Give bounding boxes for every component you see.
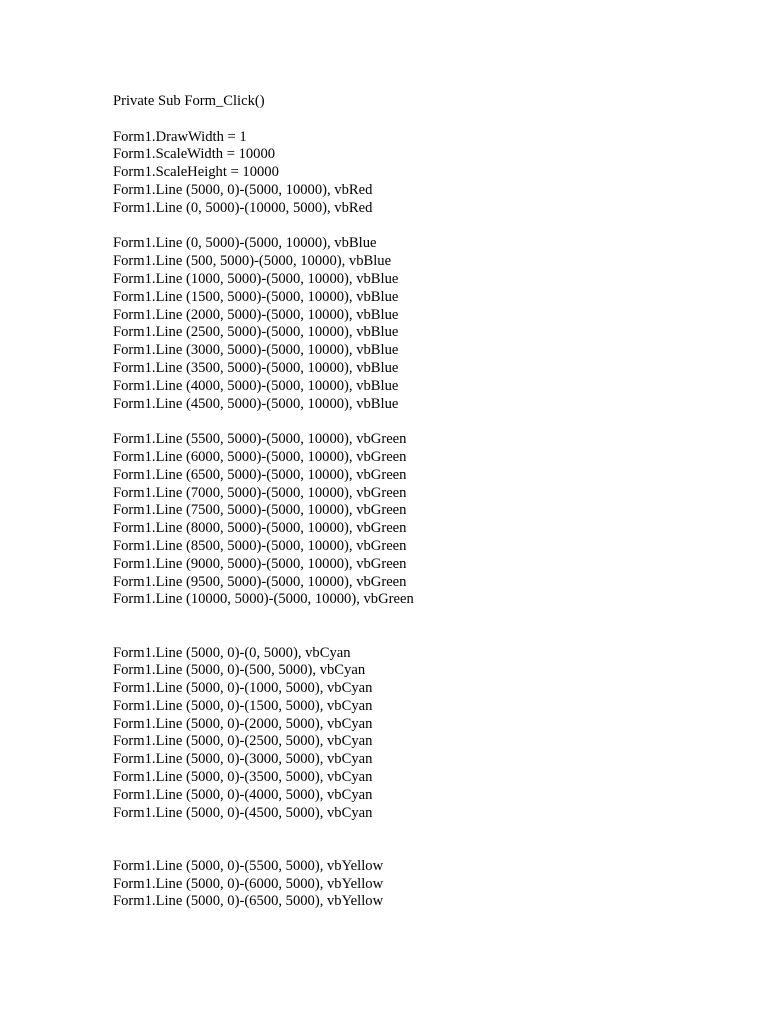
code-line: Form1.Line (6000, 5000)-(5000, 10000), vbGreen <box>113 448 407 465</box>
code-line: Form1.Line (10000, 5000)-(5000, 10000), vbGreen <box>113 591 414 608</box>
code-line: Form1.Line (0, 5000)-(10000, 5000), vbRed <box>113 199 373 216</box>
code-line: Form1.Line (3500, 5000)-(5000, 10000), vbBlue <box>113 359 399 376</box>
blue-lines-block <box>113 235 733 413</box>
code-line: Form1.Line (4500, 5000)-(5000, 10000), vbBlue <box>113 395 399 412</box>
code-line: Form1.Line (4000, 5000)-(5000, 10000), vbBlue <box>113 377 399 394</box>
blank-line <box>113 218 733 236</box>
code-line: Form1.DrawWidth = 1 <box>113 128 247 145</box>
code-line: Form1.Line (1500, 5000)-(5000, 10000), vbBlue <box>113 288 399 305</box>
code-line: Form1.Line (5000, 0)-(2500, 5000), vbCyan <box>113 733 373 750</box>
blank-lines <box>113 609 733 644</box>
code-line: Form1.Line (9500, 5000)-(5000, 10000), vbGreen <box>113 573 407 590</box>
code-line: Form1.Line (0, 5000)-(5000, 10000), vbBlue <box>113 235 377 252</box>
code-line: Form1.Line (5000, 0)-(4000, 5000), vbCyan <box>113 786 373 803</box>
code-line: Form1.Line (5000, 0)-(500, 5000), vbCyan <box>113 662 366 679</box>
code-line: Form1.Line (5000, 0)-(1000, 5000), vbCyan <box>113 680 373 697</box>
document-page <box>113 93 733 911</box>
code-line: Form1.Line (3000, 5000)-(5000, 10000), vbBlue <box>113 342 399 359</box>
code-line: Form1.Line (6500, 5000)-(5000, 10000), vbGreen <box>113 466 407 483</box>
blank-lines <box>113 822 733 857</box>
code-line: Form1.Line (7500, 5000)-(5000, 10000), vbGreen <box>113 502 407 519</box>
code-line: Form1.Line (5000, 0)-(1500, 5000), vbCyan <box>113 697 373 714</box>
code-line: Form1.Line (7000, 5000)-(5000, 10000), vbGreen <box>113 484 407 501</box>
code-line: Form1.Line (5000, 0)-(4500, 5000), vbCyan <box>113 804 373 821</box>
code-line: Form1.Line (2500, 5000)-(5000, 10000), vbBlue <box>113 324 399 341</box>
code-line: Form1.Line (9000, 5000)-(5000, 10000), vbGreen <box>113 555 407 572</box>
code-line: Form1.Line (5000, 0)-(3500, 5000), vbCyan <box>113 769 373 786</box>
code-line: Form1.ScaleHeight = 10000 <box>113 164 279 181</box>
code-line: Form1.Line (5000, 0)-(0, 5000), vbCyan <box>113 644 351 661</box>
setup-block <box>113 129 733 218</box>
green-lines-block <box>113 431 733 609</box>
code-line: Form1.Line (5000, 0)-(3000, 5000), vbCyan <box>113 751 373 768</box>
sub-header: Private Sub Form_Click() <box>113 93 265 109</box>
code-line: Form1.Line (5000, 0)-(6000, 5000), vbYellow <box>113 875 384 892</box>
code-line: Form1.Line (2000, 5000)-(5000, 10000), vbBlue <box>113 306 399 323</box>
blank-line <box>113 111 733 129</box>
code-line: Form1.Line (5500, 5000)-(5000, 10000), vbGreen <box>113 431 407 448</box>
code-line: Form1.Line (8000, 5000)-(5000, 10000), vbGreen <box>113 520 407 537</box>
code-line: Form1.Line (5000, 0)-(5000, 10000), vbRed <box>113 181 373 198</box>
code-line: Form1.Line (5000, 0)-(5500, 5000), vbYellow <box>113 857 384 874</box>
code-line: Form1.Line (5000, 0)-(2000, 5000), vbCyan <box>113 715 373 732</box>
yellow-lines-block <box>113 858 733 911</box>
code-line: Form1.Line (1000, 5000)-(5000, 10000), vbBlue <box>113 270 399 287</box>
code-line: Form1.Line (8500, 5000)-(5000, 10000), vbGreen <box>113 537 407 554</box>
code-line: Form1.ScaleWidth = 10000 <box>113 146 276 163</box>
code-line: Form1.Line (500, 5000)-(5000, 10000), vbBlue <box>113 253 392 270</box>
blank-line <box>113 413 733 431</box>
cyan-lines-block <box>113 645 733 823</box>
code-line: Form1.Line (5000, 0)-(6500, 5000), vbYellow <box>113 893 384 910</box>
